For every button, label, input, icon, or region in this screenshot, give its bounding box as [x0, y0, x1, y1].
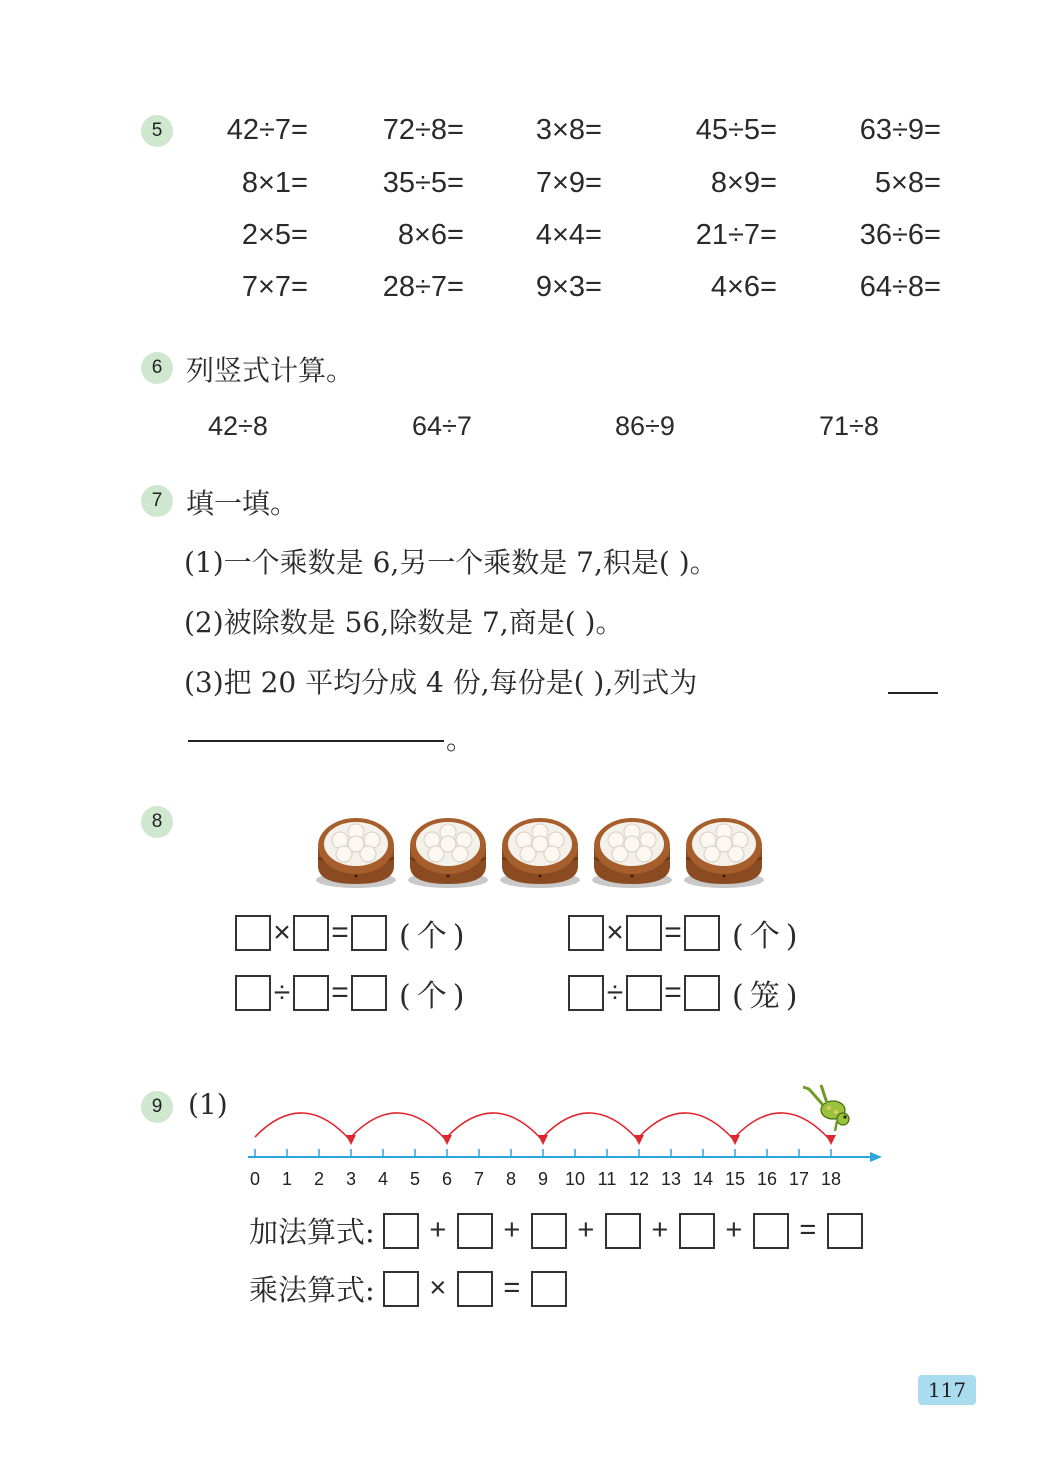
answer-box[interactable] [531, 1271, 567, 1307]
q5-equation: 8×6= [397, 219, 464, 251]
answer-box[interactable] [568, 975, 604, 1011]
answer-box[interactable] [626, 975, 662, 1011]
q7-line-1: (1)一个乘数是 6,另一个乘数是 7,积是( )。 [184, 546, 718, 579]
answer-box[interactable] [457, 1271, 493, 1307]
unit-label: (个) [399, 979, 471, 1014]
multiplication-label: 乘法算式: [249, 1273, 375, 1307]
jump-arc [255, 1113, 351, 1141]
q5-equation: 36÷6= [859, 219, 941, 251]
tick-label: 6 [441, 1169, 453, 1189]
answer-box[interactable] [351, 975, 387, 1011]
answer-box[interactable] [293, 915, 329, 951]
q5-equation: 64÷8= [859, 271, 941, 303]
divide-sign: ÷ [606, 976, 624, 1009]
tick-label: 4 [377, 1169, 389, 1189]
tick-label: 1 [281, 1169, 293, 1189]
answer-box[interactable] [679, 1213, 715, 1249]
steamer-baskets-illustration [310, 810, 780, 894]
q8-row2-left [235, 971, 470, 1015]
tick-label: 16 [756, 1169, 778, 1189]
times-sign: × [606, 916, 624, 949]
unit-label: (个) [399, 919, 471, 954]
equals-sign: = [503, 1272, 521, 1304]
q9-multiplication-row [249, 1268, 567, 1309]
addition-label: 加法算式: [249, 1215, 375, 1249]
tick-label: 5 [409, 1169, 421, 1189]
q8-row2-right [568, 971, 803, 1015]
q8-row1-right [568, 911, 803, 955]
plus-sign: + [651, 1214, 669, 1246]
q5-equation: 8×1= [241, 167, 308, 199]
answer-box[interactable] [383, 1271, 419, 1307]
q5-equation: 7×7= [241, 271, 308, 303]
tick-label: 14 [692, 1169, 714, 1189]
answer-box[interactable] [235, 915, 271, 951]
tick-label: 7 [473, 1169, 485, 1189]
q5-equation: 63÷9= [859, 114, 941, 146]
jump-arc [543, 1113, 639, 1141]
tick-label: 18 [820, 1169, 842, 1189]
tick-label: 2 [313, 1169, 325, 1189]
q6-item: 42÷8 [208, 411, 268, 441]
question-9-badge: 9 [141, 1091, 173, 1123]
page-number: 117 [918, 1375, 976, 1405]
equals-sign: = [664, 976, 682, 1009]
answer-box[interactable] [827, 1213, 863, 1249]
q7-answer-blank-2[interactable] [188, 740, 444, 742]
equals-sign: = [331, 916, 349, 949]
tick-label: 3 [345, 1169, 357, 1189]
answer-box[interactable] [351, 915, 387, 951]
q5-equation: 3×8= [535, 114, 602, 146]
tick-label: 15 [724, 1169, 746, 1189]
q6-item: 86÷9 [615, 411, 675, 441]
answer-box[interactable] [568, 915, 604, 951]
q5-equation: 42÷7= [226, 114, 308, 146]
answer-box[interactable] [383, 1213, 419, 1249]
q7-line-3: (3)把 20 平均分成 4 份,每份是( ),列式为 [184, 666, 698, 699]
times-sign: × [273, 916, 291, 949]
unit-label: (笼) [732, 979, 804, 1014]
question-8-badge: 8 [141, 806, 173, 838]
q7-title: 填一填。 [186, 487, 299, 520]
tick-label: 11 [597, 1169, 617, 1189]
question-7-badge: 7 [141, 485, 173, 517]
answer-box[interactable] [235, 975, 271, 1011]
equals-sign: = [331, 976, 349, 1009]
tick-label: 12 [628, 1169, 650, 1189]
number-line [230, 1075, 890, 1200]
jump-arc [351, 1113, 447, 1141]
frog-icon [803, 1085, 849, 1131]
plus-sign: + [725, 1214, 743, 1246]
answer-box[interactable] [293, 975, 329, 1011]
jump-arrow-icon [826, 1135, 836, 1145]
q6-item: 71÷8 [819, 411, 879, 441]
q6-title: 列竖式计算。 [186, 354, 355, 387]
answer-box[interactable] [626, 915, 662, 951]
answer-box[interactable] [684, 975, 720, 1011]
tick-label: 8 [505, 1169, 517, 1189]
q9-addition-row [249, 1210, 863, 1251]
q5-equation: 8×9= [710, 167, 777, 199]
divide-sign: ÷ [273, 976, 291, 1009]
equals-sign: = [799, 1214, 817, 1246]
plus-sign: + [503, 1214, 521, 1246]
answer-box[interactable] [605, 1213, 641, 1249]
jump-arc [639, 1113, 735, 1141]
q5-equation: 21÷7= [695, 219, 777, 251]
q5-equation: 5×8= [874, 167, 941, 199]
answer-box[interactable] [531, 1213, 567, 1249]
q7-answer-blank-1[interactable] [888, 692, 938, 694]
q5-equation: 72÷8= [382, 114, 464, 146]
tick-label: 10 [564, 1169, 586, 1189]
tick-label: 17 [788, 1169, 810, 1189]
q5-equation: 7×9= [535, 167, 602, 199]
q5-equation: 4×4= [535, 219, 602, 251]
answer-box[interactable] [684, 915, 720, 951]
tick-label: 13 [660, 1169, 682, 1189]
unit-label: (个) [732, 919, 804, 954]
answer-box[interactable] [753, 1213, 789, 1249]
q5-equation: 28÷7= [382, 271, 464, 303]
q8-row1-left [235, 911, 470, 955]
q5-equation: 2×5= [241, 219, 308, 251]
plus-sign: + [429, 1214, 447, 1246]
equals-sign: = [664, 916, 682, 949]
question-5-badge: 5 [141, 115, 173, 147]
times-sign: × [429, 1272, 447, 1304]
jump-arc [735, 1113, 831, 1141]
q5-equation: 9×3= [535, 271, 602, 303]
question-6-badge: 6 [141, 352, 173, 384]
tick-label: 9 [537, 1169, 549, 1189]
q9-part-label: (1) [188, 1088, 228, 1121]
q7-line-4-end: 。 [446, 723, 475, 756]
jump-arc [447, 1113, 543, 1141]
q6-item: 64÷7 [412, 411, 472, 441]
tick-label: 0 [249, 1169, 261, 1189]
q5-equation: 45÷5= [695, 114, 777, 146]
q5-equation: 4×6= [710, 271, 777, 303]
answer-box[interactable] [457, 1213, 493, 1249]
q7-line-2: (2)被除数是 56,除数是 7,商是( )。 [184, 606, 624, 639]
plus-sign: + [577, 1214, 595, 1246]
q5-equation: 35÷5= [382, 167, 464, 199]
axis-arrow-icon [870, 1152, 882, 1162]
